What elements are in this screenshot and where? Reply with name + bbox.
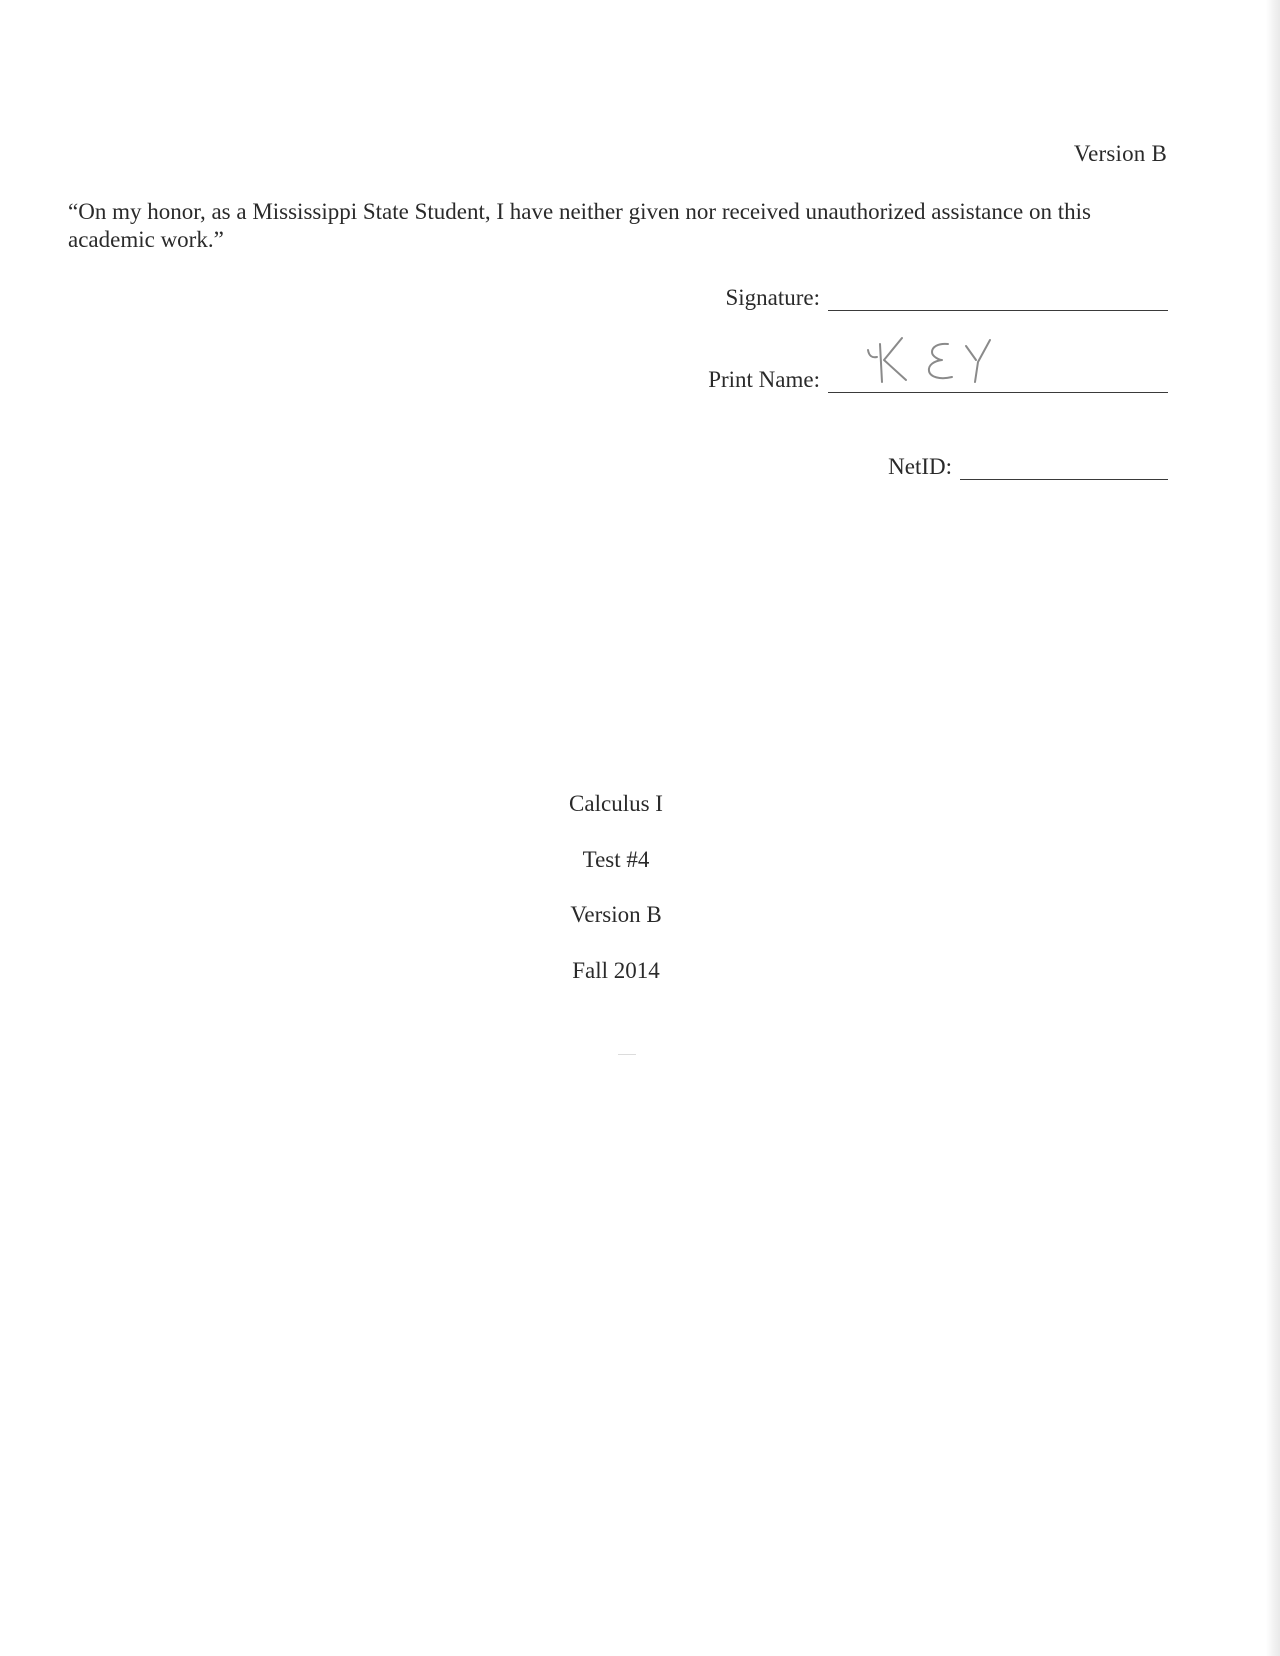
test-number: Test #4 [582, 847, 650, 872]
handwritten-key-value [862, 330, 1012, 390]
netid-line[interactable] [960, 453, 1168, 480]
test-version: Version B [570, 902, 662, 927]
header-version: Version B [1073, 141, 1167, 166]
scan-edge-shadow [1266, 0, 1280, 1656]
netid-label: NetID: [888, 454, 952, 479]
honor-statement: “On my honor, as a Mississippi State Student, I have neither given nor received unauthorized assistance on this academic work.” [68, 199, 1091, 252]
print-name-field [708, 366, 1168, 393]
scan-smudge [618, 1054, 636, 1055]
signature-label: Signature: [725, 285, 820, 310]
netid-field [888, 453, 1168, 480]
print-name-label: Print Name: [708, 367, 820, 392]
course-title: Calculus I [569, 791, 663, 816]
signature-line[interactable] [828, 284, 1168, 311]
signature-field [725, 284, 1168, 311]
print-name-line[interactable] [828, 366, 1168, 393]
term: Fall 2014 [572, 958, 660, 983]
